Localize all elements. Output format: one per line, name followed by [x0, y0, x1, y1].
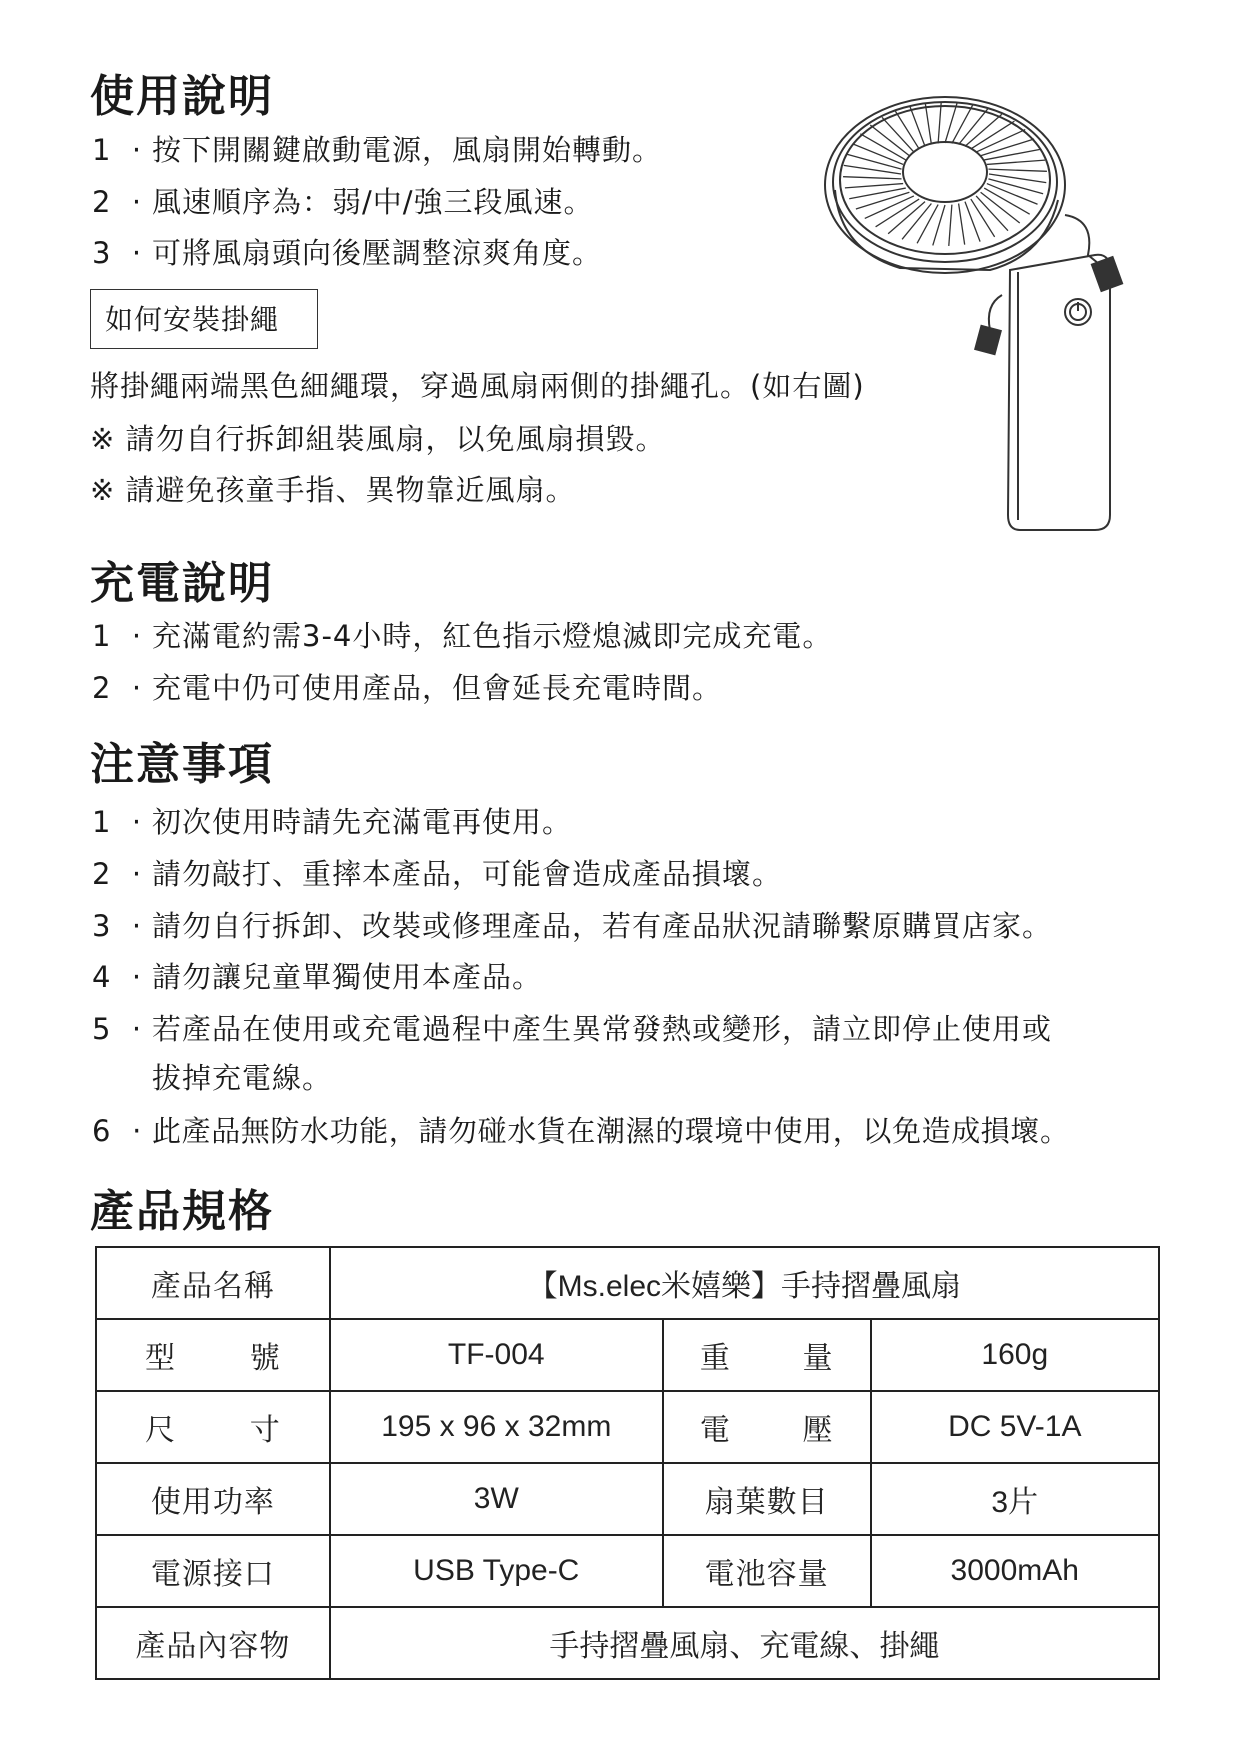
spec-value: 3片 [871, 1463, 1159, 1535]
charging-title: 充電說明 [90, 558, 274, 609]
step-text: 充滿電約需3-4小時，紅色指示燈熄滅即完成充電。 [152, 619, 833, 653]
spec-title: 產品規格 [90, 1186, 274, 1237]
step-number: 1 [92, 805, 112, 839]
charging-step-2: 2 · 充電中仍可使用產品，但會延長充電時間。 [92, 671, 723, 705]
step-number: 5 [92, 1012, 112, 1046]
spec-value: DC 5V-1A [871, 1391, 1159, 1463]
step-number: 4 [92, 960, 112, 994]
spec-value: 160g [871, 1319, 1159, 1391]
notes-step-4: 4 · 請勿讓兒童單獨使用本產品。 [92, 960, 543, 994]
table-row [96, 1535, 1159, 1607]
spec-value: 3000mAh [871, 1535, 1159, 1607]
step-number: 2 [92, 671, 112, 705]
spec-value: 3W [330, 1463, 663, 1535]
step-text: 初次使用時請先充滿電再使用。 [152, 805, 573, 839]
spec-label: 電 壓 [663, 1391, 871, 1463]
step-number: 3 [92, 909, 112, 943]
charging-step-1: 1 · 充滿電約需3-4小時，紅色指示燈熄滅即完成充電。 [92, 619, 833, 653]
notes-step-6: 6 · 此產品無防水功能，請勿碰水貨在潮濕的環境中使用，以免造成損壞。 [92, 1114, 1070, 1148]
notes-step-5: 5 · 若產品在使用或充電過程中產生異常發熱或變形，請立即停止使用或 [92, 1012, 1053, 1046]
step-number: 3 [92, 236, 112, 270]
spec-table [95, 1246, 1160, 1680]
fan-illustration [820, 90, 1180, 550]
table-row [96, 1607, 1159, 1679]
table-row [96, 1319, 1159, 1391]
spec-label: 尺 寸 [96, 1391, 330, 1463]
warning-disassemble: ※ 請勿自行拆卸組裝風扇，以免風扇損毀。 [90, 422, 666, 456]
step-text: 充電中仍可使用產品，但會延長充電時間。 [152, 671, 723, 705]
spec-label: 電池容量 [663, 1535, 871, 1607]
spec-label: 電源接口 [96, 1535, 330, 1607]
spec-label: 扇葉數目 [663, 1463, 871, 1535]
step-text: 可將風扇頭向後壓調整涼爽角度。 [152, 236, 603, 270]
spec-label: 產品名稱 [96, 1247, 330, 1319]
spec-label: 型 號 [96, 1319, 330, 1391]
usage-title: 使用說明 [90, 71, 274, 122]
step-text: 請勿敲打、重摔本產品，可能會造成產品損壞。 [152, 857, 783, 891]
spec-label: 重 量 [663, 1319, 871, 1391]
spec-value: USB Type-C [330, 1535, 663, 1607]
notes-step-5-continued: 拔掉充電線。 [152, 1061, 333, 1095]
usage-step-3: 3 · 可將風扇頭向後壓調整涼爽角度。 [92, 236, 603, 270]
step-text: 請勿自行拆卸、改裝或修理產品，若有產品狀況請聯繫原購買店家。 [152, 909, 1053, 943]
notes-step-1: 1 · 初次使用時請先充滿電再使用。 [92, 805, 573, 839]
table-row [96, 1247, 1159, 1319]
notes-step-2: 2 · 請勿敲打、重摔本產品，可能會造成產品損壞。 [92, 857, 783, 891]
step-number: 1 [92, 619, 112, 653]
step-text: 此產品無防水功能，請勿碰水貨在潮濕的環境中使用，以免造成損壞。 [152, 1114, 1070, 1148]
step-text: 風速順序為：弱/中/強三段風速。 [152, 185, 594, 219]
step-text: 請勿讓兒童單獨使用本產品。 [152, 960, 543, 994]
table-row [96, 1391, 1159, 1463]
spec-value: TF-004 [330, 1319, 663, 1391]
usage-step-2: 2 · 風速順序為：弱/中/強三段風速。 [92, 185, 594, 219]
step-number: 1 [92, 133, 112, 167]
strap-instructions: 將掛繩兩端黑色細繩環，穿過風扇兩側的掛繩孔。(如右圖) [90, 369, 865, 403]
spec-label: 產品內容物 [96, 1607, 330, 1679]
step-number: 2 [92, 857, 112, 891]
spec-value: 手持摺疊風扇、充電線、掛繩 [330, 1607, 1159, 1679]
notes-step-3: 3 · 請勿自行拆卸、改裝或修理產品，若有產品狀況請聯繫原購買店家。 [92, 909, 1053, 943]
warning-children: ※ 請避免孩童手指、異物靠近風扇。 [90, 473, 576, 507]
step-number: 6 [92, 1114, 112, 1148]
table-row [96, 1463, 1159, 1535]
step-number: 2 [92, 185, 112, 219]
step-text: 按下開關鍵啟動電源，風扇開始轉動。 [152, 133, 663, 167]
spec-value: 【Ms.elec米嬉樂】手持摺疊風扇 [330, 1247, 1159, 1319]
usage-step-1: 1 · 按下開關鍵啟動電源，風扇開始轉動。 [92, 133, 663, 167]
spec-label: 使用功率 [96, 1463, 330, 1535]
spec-value: 195 x 96 x 32mm [330, 1391, 663, 1463]
notes-title: 注意事項 [90, 739, 274, 790]
strap-install-label: 如何安裝掛繩 [90, 289, 318, 349]
step-text: 若產品在使用或充電過程中產生異常發熱或變形，請立即停止使用或 [152, 1012, 1053, 1046]
